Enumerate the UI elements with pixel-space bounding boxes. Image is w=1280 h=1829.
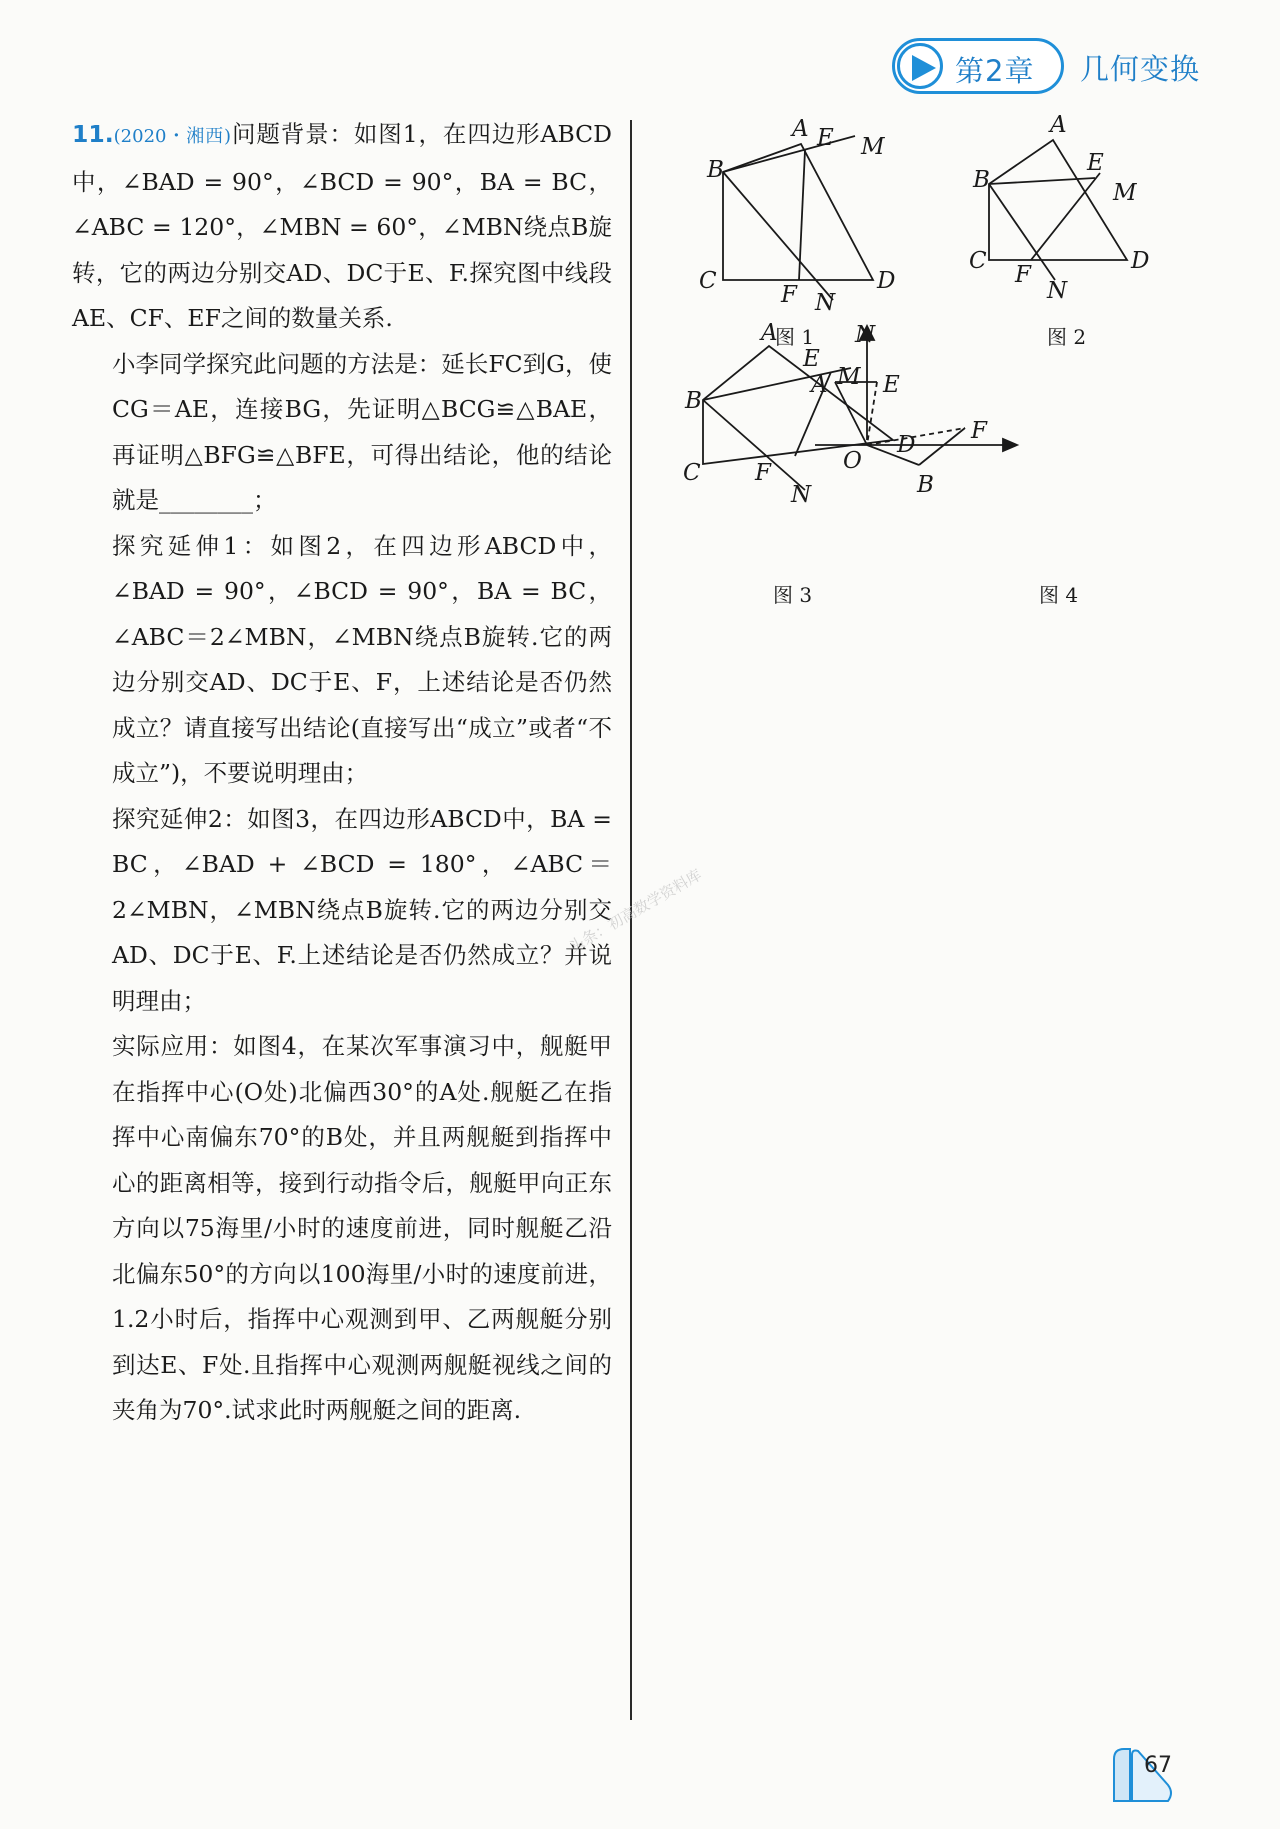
figure-3-diagram — [703, 346, 893, 490]
play-icon — [897, 43, 943, 89]
watermark: 头条：初高数学资料库 — [565, 865, 705, 957]
fig1-label-M: M — [861, 134, 885, 160]
figures-svg — [655, 110, 1215, 630]
figure-2-caption: 图 2 — [1047, 325, 1087, 349]
fig1-label-C: C — [699, 268, 717, 294]
figures-panel — [655, 110, 1215, 630]
fig3-label-E: E — [803, 346, 820, 372]
fig4-label-O: O — [843, 448, 862, 474]
problem-11 — [72, 112, 612, 1434]
chapter-badge — [892, 38, 1064, 94]
fig2-label-F: F — [1015, 262, 1031, 288]
fig3-label-B: B — [685, 388, 702, 414]
figure-4-caption: 图 4 — [1039, 583, 1079, 607]
chapter-header — [892, 38, 1272, 98]
figure-1-caption: 图 1 — [775, 325, 815, 349]
fig1-label-B: B — [707, 157, 724, 183]
fig3-label-D: D — [897, 432, 916, 458]
fig1-label-F: F — [781, 282, 797, 308]
problem-paragraph-2: 小李同学探究此问题的方法是：延长FC到G，使CG＝AE，连接BG，先证明△BCG≌△BAE，再证明△BFG≌△BFE，可得出结论，他的结论就是________； — [112, 349, 612, 514]
fig2-label-M: M — [1113, 180, 1137, 206]
fig4-label-F: F — [971, 418, 987, 444]
fig1-label-E: E — [817, 125, 834, 151]
fig2-label-E: E — [1087, 150, 1104, 176]
problem-paragraph-4: 探究延伸2：如图3，在四边形ABCD中，BA = BC，∠BAD + ∠BCD = 180°，∠ABC＝2∠MBN，∠MBN绕点B旋转.它的两边分别交AD、DC于E、F.上述结论是否仍然成立？并说明理由； — [112, 804, 612, 1015]
fig1-label-A: A — [792, 116, 809, 142]
figure-2-diagram — [989, 140, 1127, 280]
problem-paragraph-3: 探究延伸1：如图2，在四边形ABCD中，∠BAD = 90°，∠BCD = 90°，BA = BC，∠ABC＝2∠MBN，∠MBN绕点B旋转.它的两边分别交AD、DC于E、F，上述结论是否仍然成立？请直接写出结论(直接写出“成立”或者“不成立”)，不要说明理由； — [112, 531, 612, 787]
problem-source: (2020・湘西) — [113, 126, 232, 147]
problem-number: 11. — [72, 120, 114, 148]
chapter-number: 第2章 — [955, 54, 1035, 88]
fig4-label-A: A — [811, 372, 828, 398]
problem-paragraph-5: 实际应用：如图4，在某次军事演习中，舰艇甲在指挥中心(O处)北偏西30°的A处.舰艇乙在指挥中心南偏东70°的B处，并且两舰艇到指挥中心的距离相等，接到行动指令后，舰艇甲向正东方向以75海里/小时的速度前进，同时舰艇乙沿北偏东50°的方向以100海里/小时的速度前进，1.2小时后，指挥中心观测到甲、乙两舰艇分别到达E、F处.且指挥中心观测两舰艇视线之间的夹角为70°.试求此时两舰艇之间的距离. — [112, 1032, 612, 1424]
figure-3-caption: 图 3 — [773, 583, 813, 607]
fig3-label-M: M — [837, 364, 861, 390]
fig2-label-B: B — [973, 167, 990, 193]
fig4-label-E: E — [883, 372, 900, 398]
fig2-label-N: N — [1047, 278, 1068, 304]
fig1-label-N: N — [815, 290, 836, 316]
fig3-label-A: A — [761, 320, 778, 346]
fig2-label-A: A — [1050, 112, 1067, 138]
problem-text-1: 问题背景：如图1，在四边形ABCD中，∠BAD = 90°，∠BCD = 90°，BA = BC，∠ABC = 120°，∠MBN = 60°，∠MBN绕点B旋转，它的两边分别交AD、DC于E、F.探究图中线段AE、CF、EF之间的数量关系. — [72, 120, 612, 332]
fig3-label-F: F — [755, 460, 771, 486]
fig2-label-D: D — [1131, 248, 1150, 274]
fig4-label-N: N — [855, 322, 876, 348]
problem-paragraph-1 — [72, 112, 612, 342]
fig2-label-C: C — [969, 248, 987, 274]
figure-1-diagram — [723, 136, 873, 300]
chapter-title: 几何变换 — [1080, 52, 1201, 86]
page-number: 67 — [1144, 1753, 1172, 1778]
fig4-label-B: B — [917, 472, 934, 498]
figure-4-diagram — [815, 326, 1017, 465]
fig3-label-C: C — [683, 460, 701, 486]
fig3-label-N: N — [791, 482, 812, 508]
fig1-label-D: D — [877, 268, 896, 294]
